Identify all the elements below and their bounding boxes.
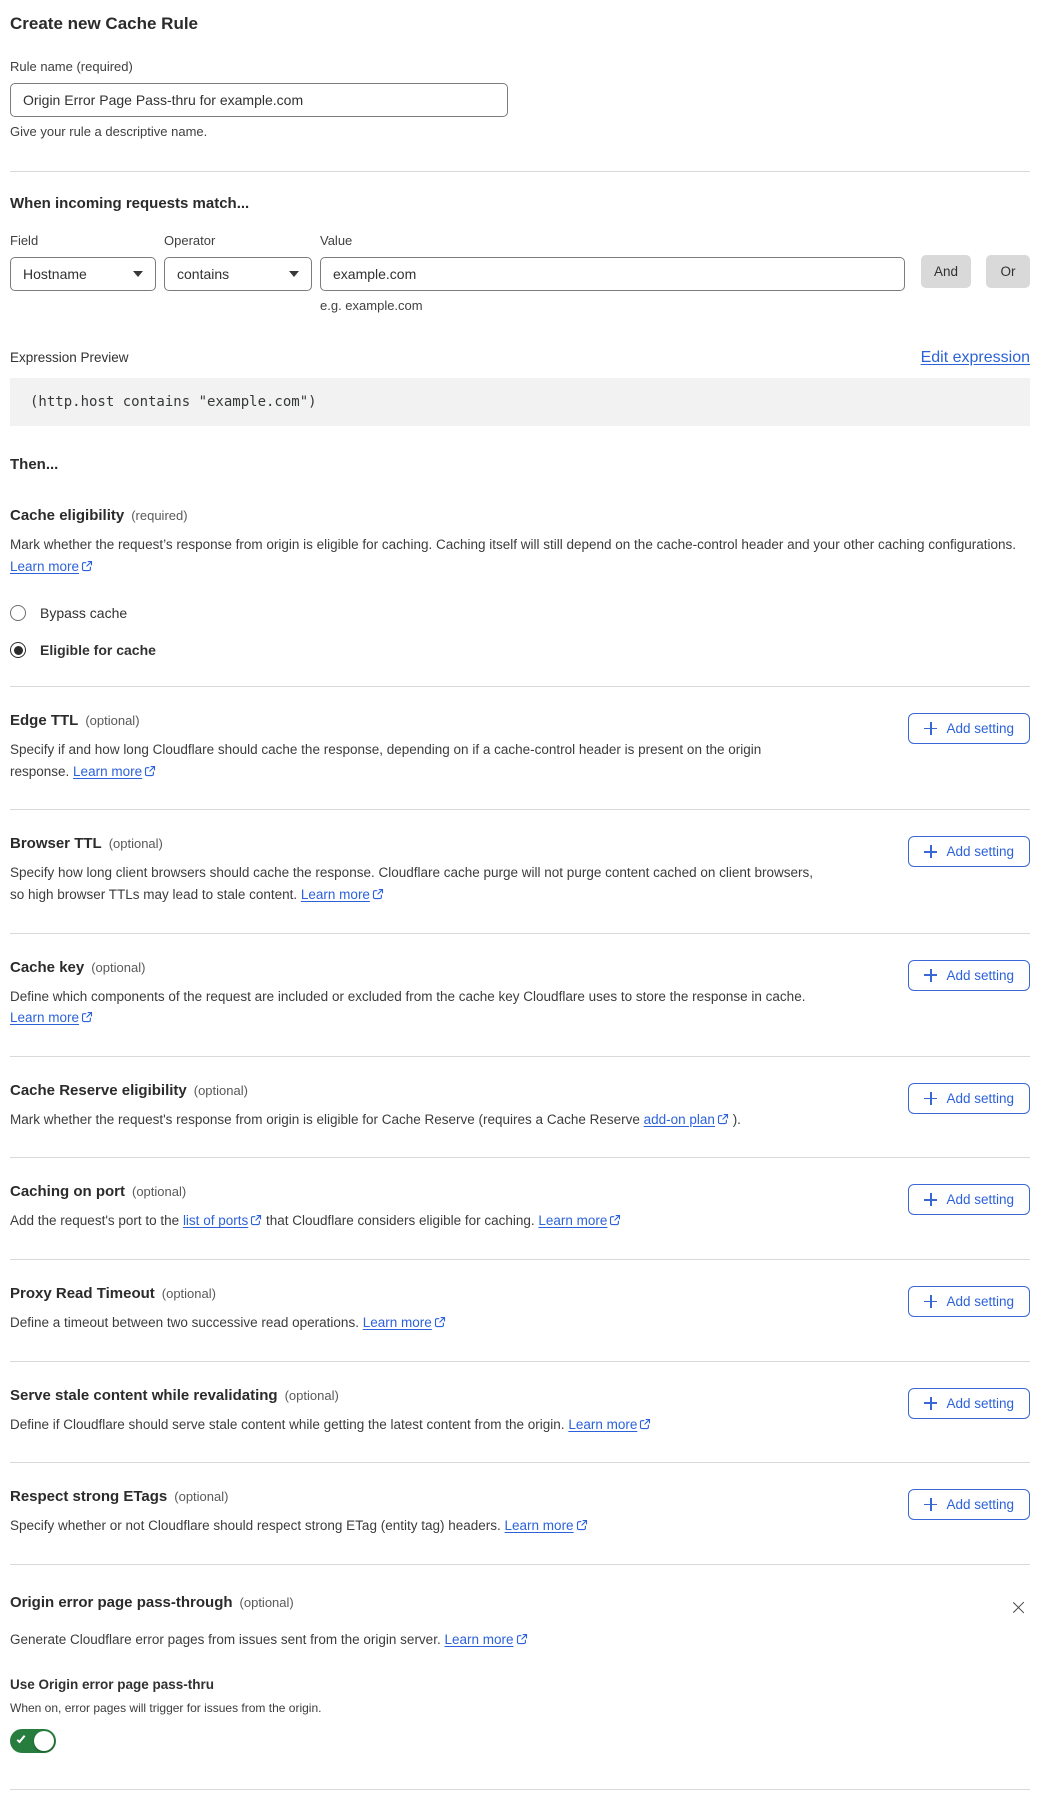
inline-link[interactable]: add-on plan [643, 1111, 715, 1127]
add-setting-button[interactable] [908, 1083, 1030, 1114]
origin-error-toggle[interactable] [10, 1729, 56, 1753]
add-setting-label: Add setting [946, 721, 1014, 737]
setting-description: Specify whether or not Cloudflare should respect strong ETag (entity tag) headers. Learn more [10, 1515, 588, 1538]
setting-section [10, 1260, 1030, 1361]
setting-section [10, 1463, 1030, 1564]
plus-icon [924, 722, 937, 735]
setting-title: Serve stale content while revalidating [10, 1386, 278, 1404]
setting-title: Cache Reserve eligibility [10, 1081, 187, 1099]
origin-error-section [10, 1565, 1030, 1754]
learn-more-link[interactable]: Learn more [300, 886, 370, 902]
and-or-buttons [921, 233, 1030, 288]
divider [10, 1789, 1030, 1790]
add-setting-button[interactable] [908, 960, 1030, 991]
plus-icon [924, 845, 937, 858]
optional-label: (optional) [132, 1184, 187, 1200]
external-link-icon [609, 1211, 621, 1233]
add-setting-label: Add setting [946, 967, 1014, 983]
then-heading: Then... [10, 456, 59, 473]
external-link-icon [516, 1630, 528, 1652]
origin-error-toggle-helper: When on, error pages will trigger for issues from the origin. [10, 1701, 322, 1716]
external-link-icon [250, 1211, 262, 1233]
setting-description: Mark whether the request's response from origin is eligible for Cache Reserve (requires a Cache Reserve add-on plan ). [10, 1109, 741, 1132]
plus-icon [924, 1092, 937, 1105]
setting-description: Define which components of the request are included or excluded from the cache key Cloudflare uses to store the response in cache. Learn more [10, 986, 820, 1030]
learn-more-link[interactable]: Learn more [568, 1416, 638, 1432]
match-heading: When incoming requests match... [10, 195, 250, 212]
setting-title: Browser TTL [10, 835, 102, 853]
or-button[interactable]: Or [986, 255, 1030, 288]
match-row [10, 233, 1030, 313]
external-link-icon [639, 1415, 651, 1437]
plus-icon [924, 1193, 937, 1206]
setting-section [10, 934, 1030, 1056]
learn-more-link[interactable]: Learn more [362, 1314, 432, 1330]
setting-description: Specify how long client browsers should cache the response. Cloudflare cache purge will not purge content cached on client browsers, so high browser TTLs may lead to stale content. Learn more [10, 862, 820, 906]
close-icon[interactable] [1007, 1596, 1030, 1619]
setting-title: Cache key [10, 958, 85, 976]
optional-label: (optional) [108, 836, 163, 852]
add-setting-label: Add setting [946, 1192, 1014, 1208]
expression-preview-row [10, 349, 1030, 367]
optional-label: (optional) [239, 1594, 294, 1610]
optional-label: (optional) [284, 1387, 339, 1403]
add-setting-label: Add setting [946, 1090, 1014, 1106]
cache-eligibility-section [10, 507, 1030, 686]
plus-icon [924, 1295, 937, 1308]
add-setting-button[interactable] [908, 1388, 1030, 1419]
origin-error-toggle-label: Use Origin error page pass-thru [10, 1677, 215, 1693]
expression-preview-label: Expression Preview [10, 350, 129, 365]
setting-section [10, 1362, 1030, 1463]
setting-title: Proxy Read Timeout [10, 1284, 155, 1302]
learn-more-link[interactable]: Learn more [538, 1213, 608, 1229]
value-helper: e.g. example.com [320, 298, 423, 313]
external-link-icon [144, 762, 156, 784]
external-link-icon [81, 557, 93, 579]
add-setting-button[interactable] [908, 836, 1030, 867]
learn-more-link[interactable]: Learn more [444, 1631, 514, 1647]
external-link-icon [434, 1313, 446, 1335]
external-link-icon [81, 1008, 93, 1030]
operator-group [164, 233, 312, 291]
add-setting-button[interactable] [908, 1286, 1030, 1317]
external-link-icon [372, 885, 384, 907]
setting-title: Caching on port [10, 1183, 125, 1201]
settings-sections [10, 687, 1030, 1565]
rule-name-input[interactable] [10, 83, 508, 117]
optional-label: (optional) [161, 1285, 216, 1301]
edit-expression-link[interactable]: Edit expression [920, 349, 1030, 366]
setting-section [10, 810, 1030, 932]
origin-error-title: Origin error page pass-through [10, 1593, 233, 1611]
field-group [10, 233, 156, 291]
setting-section [10, 687, 1030, 809]
radio-bypass-cache[interactable]: Bypass cache [10, 605, 1030, 621]
field-select-value: Hostname [23, 266, 87, 282]
operator-select[interactable] [164, 257, 312, 291]
optional-label: (optional) [91, 959, 146, 975]
learn-more-link[interactable]: Learn more [10, 558, 80, 574]
inline-link[interactable]: list of ports [182, 1213, 249, 1229]
add-setting-label: Add setting [946, 1293, 1014, 1309]
operator-label: Operator [164, 233, 216, 248]
setting-description: Specify if and how long Cloudflare should cache the response, depending on if a cache-control header is present on the origin response. Learn more [10, 739, 820, 783]
rule-name-helper: Give your rule a descriptive name. [10, 124, 208, 139]
external-link-icon [717, 1110, 729, 1132]
optional-label: (optional) [174, 1489, 229, 1505]
required-label: (required) [131, 508, 188, 523]
expression-code: (http.host contains "example.com") [10, 378, 1030, 426]
add-setting-button[interactable] [908, 713, 1030, 744]
operator-select-value: contains [177, 266, 230, 282]
and-button[interactable]: And [921, 255, 971, 288]
add-setting-label: Add setting [946, 844, 1014, 860]
value-input[interactable] [320, 257, 905, 291]
optional-label: (optional) [193, 1082, 248, 1098]
rule-name-label: Rule name (required) [10, 59, 133, 74]
plus-icon [924, 969, 937, 982]
setting-description: Add the request's port to the list of ports that Cloudflare considers eligible for caching. Learn more [10, 1210, 621, 1233]
plus-icon [924, 1397, 937, 1410]
cache-eligibility-title: Cache eligibility [10, 507, 125, 524]
add-setting-button[interactable] [908, 1489, 1030, 1520]
learn-more-link[interactable]: Learn more [73, 763, 143, 779]
optional-label: (optional) [85, 713, 140, 729]
page-title: Create new Cache Rule [10, 14, 199, 33]
divider [10, 171, 1030, 172]
field-select[interactable] [10, 257, 156, 291]
add-setting-button[interactable] [908, 1184, 1030, 1215]
external-link-icon [576, 1516, 588, 1538]
learn-more-link[interactable]: Learn more [504, 1518, 574, 1534]
radio-unselected-icon [10, 605, 26, 621]
radio-selected-icon [10, 642, 26, 658]
value-label: Value [320, 233, 353, 248]
cache-eligibility-description: Mark whether the request’s response from origin is eligible for caching. Caching itself will still depend on the cache-control header and your other caching configurations. Learn more [10, 534, 1030, 578]
field-label: Field [10, 233, 39, 248]
setting-title: Respect strong ETags [10, 1488, 168, 1506]
check-icon [17, 1734, 26, 1743]
radio-eligible-for-cache[interactable]: Eligible for cache [10, 642, 1030, 658]
add-setting-label: Add setting [946, 1395, 1014, 1411]
setting-description: Define if Cloudflare should serve stale content while getting the latest content from the origin. Learn more [10, 1414, 651, 1437]
rule-name-group [10, 59, 1030, 139]
setting-description: Define a timeout between two successive read operations. Learn more [10, 1312, 446, 1335]
setting-section [10, 1158, 1030, 1259]
value-group [320, 233, 905, 313]
chevron-down-icon [133, 271, 143, 277]
learn-more-link[interactable]: Learn more [10, 1010, 80, 1026]
origin-error-description: Generate Cloudflare error pages from issues sent from the origin server. Learn more [10, 1629, 1030, 1652]
add-setting-label: Add setting [946, 1497, 1014, 1513]
plus-icon [924, 1498, 937, 1511]
chevron-down-icon [289, 271, 299, 277]
setting-title: Edge TTL [10, 712, 79, 730]
setting-section [10, 1057, 1030, 1158]
toggle-knob [34, 1731, 54, 1751]
